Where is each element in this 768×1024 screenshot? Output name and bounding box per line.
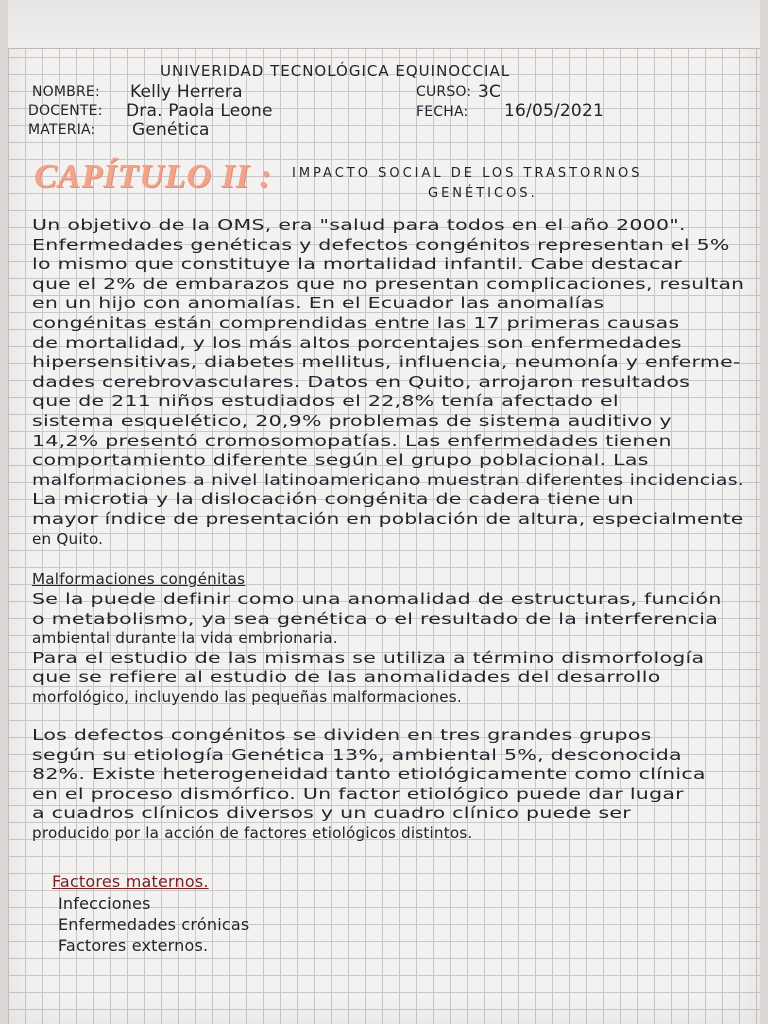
text-line: lo mismo que constituye la mortalidad infantil. Cabe destacar (32, 255, 683, 274)
subject-value: Genética (132, 120, 210, 140)
text-line: o metabolismo, ya sea genética o el resultado de la interferencia (32, 609, 719, 628)
course-value: 3C (478, 82, 502, 102)
text-line: morfológico, incluyendo las pequeñas malformaciones. (32, 688, 462, 706)
text-line: Un objetivo de la OMS, era "salud para todos en el año 2000". (32, 216, 686, 234)
notebook-page (8, 0, 760, 1024)
chapter-title-line1: IMPACTO SOCIAL DE LOS TRASTORNOS (292, 166, 643, 181)
name-value: Kelly Herrera (130, 82, 243, 102)
text-line: mayor índice de presentación en población de altura, especialmente (32, 510, 744, 528)
maternal-factor-item: Enfermedades crónicas (58, 915, 250, 934)
course-label: CURSO: (416, 84, 472, 100)
text-line: comportamiento diferente según el grupo poblacional. Las (32, 451, 649, 470)
text-line: Los defectos congénitos se dividen en tres grandes grupos (32, 726, 652, 744)
subject-label: MATERIA: (28, 122, 96, 138)
text-line: que de 211 niños estudiados el 22,8% tenía afectado el (32, 392, 619, 411)
section-title-malformations: Malformaciones congénitas (32, 570, 246, 588)
text-line: La microtia y la dislocación congénita de cadera tiene un (32, 490, 634, 509)
maternal-factors-title: Factores maternos. (52, 872, 209, 891)
text-line: 14,2% presentó cromosomopatías. Las enfermedades tienen (32, 431, 672, 450)
text-line: hipersensitivas, diabetes mellitus, influencia, neumonía y enferme- (32, 353, 741, 372)
text-line: sistema esquelético, 20,9% problemas de sistema auditivo y (32, 412, 672, 430)
text-line: producido por la acción de factores etiológicos distintos. (32, 824, 473, 842)
text-line: Enfermedades genéticas y defectos congénitos representan el 5% (32, 235, 730, 254)
date-value: 16/05/2021 (504, 101, 604, 121)
text-line: de mortalidad, y los más altos porcentajes son enfermedades (32, 333, 682, 352)
maternal-factor-item: Infecciones (58, 894, 151, 913)
text-line: congénitas están comprendidas entre las 17 primeras causas (32, 314, 680, 332)
date-label: FECHA: (416, 104, 469, 120)
chapter-label: CAPÍTULO II : (34, 158, 272, 195)
text-line: ambiental durante la vida embrionaria. (32, 629, 338, 648)
text-line: en un hijo con anomalías. En el Ecuador las anomalías (32, 294, 605, 313)
teacher-label: DOCENTE: (28, 103, 103, 119)
text-line: que el 2% de embarazos que no presentan complicaciones, resultan (32, 274, 745, 293)
text-line: que se refiere al estudio de las anomalidades del desarrollo (32, 668, 661, 687)
text-line: a cuadros clínicos diversos y un cuadro clínico puede ser (32, 804, 631, 823)
text-line: Se la puede definir como una anomalidad de estructuras, función (32, 590, 722, 608)
text-line: 82%. Existe heterogeneidad tanto etiológicamente como clínica (32, 765, 706, 784)
text-line: en el proceso dismórfico. Un factor etiológico puede dar lugar (32, 784, 684, 803)
teacher-value: Dra. Paola Leone (126, 101, 273, 121)
name-label: NOMBRE: (32, 84, 100, 100)
text-line: Para el estudio de las mismas se utiliza a término dismorfología (32, 648, 705, 667)
text-line: malformaciones a nivel latinoamericano muestran diferentes incidencias. (32, 470, 745, 489)
text-line: según su etiología Genética 13%, ambiental 5%, desconocida (32, 745, 682, 764)
text-line: dades cerebrovasculares. Datos en Quito, arrojaron resultados (32, 372, 691, 391)
maternal-factor-item: Factores externos. (58, 936, 209, 955)
chapter-title-line2: GENÉTICOS. (428, 186, 538, 201)
text-line: en Quito. (32, 529, 104, 548)
university-name: UNIVERIDAD TECNOLÓGICA EQUINOCCIAL (160, 62, 511, 80)
notebook-binding (8, 0, 760, 49)
